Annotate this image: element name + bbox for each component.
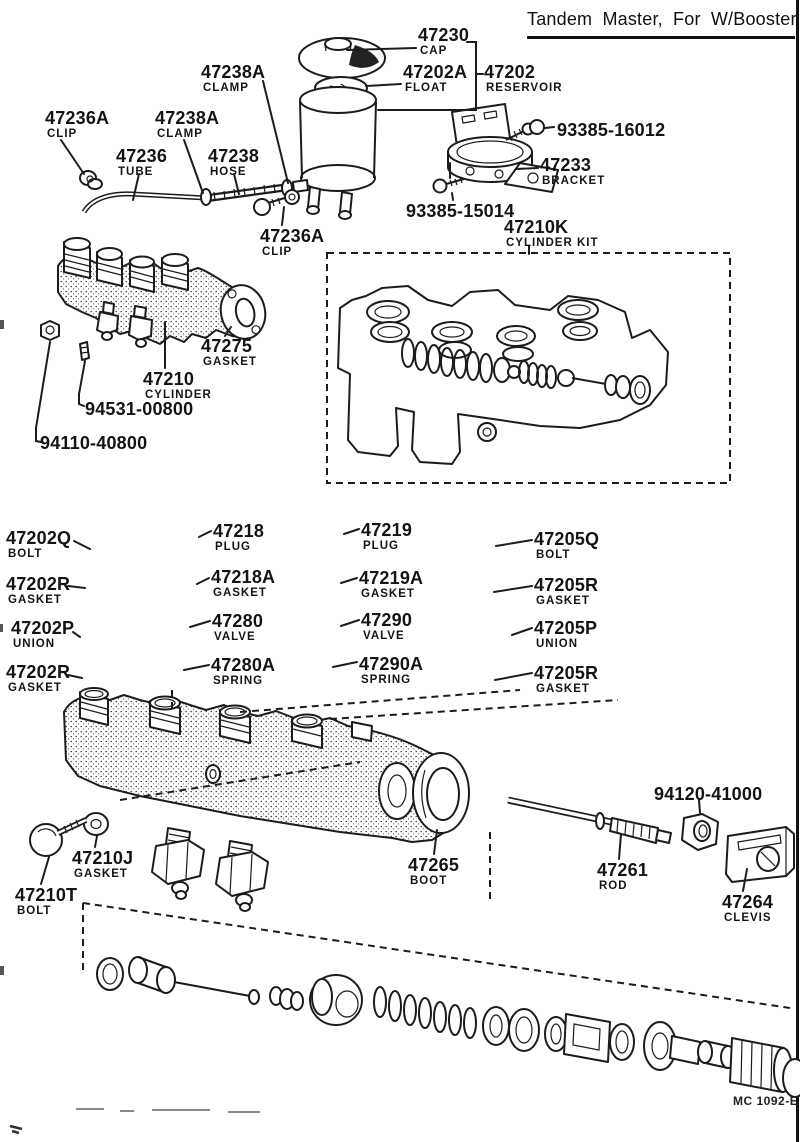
- part-number: 47210K: [504, 217, 569, 237]
- part-name: SPRING: [213, 675, 264, 687]
- part-label-47275: [201, 337, 257, 369]
- part-name: GASKET: [536, 683, 590, 695]
- part-label-47238: [208, 147, 259, 179]
- part-number: 47202: [484, 62, 536, 82]
- part-name: GASKET: [8, 594, 62, 606]
- part-label-47210K: [504, 218, 599, 250]
- part-name: UNION: [536, 638, 579, 650]
- part-number: 47230: [418, 25, 470, 45]
- part-label-93385-15014: [406, 202, 514, 220]
- part-name: VALVE: [363, 630, 405, 642]
- part-name: BOLT: [8, 548, 43, 560]
- part-name: SPRING: [361, 674, 412, 686]
- part-number: 47261: [597, 860, 649, 880]
- part-label-47264: [722, 893, 773, 925]
- part-label-47236A: [45, 109, 109, 141]
- part-label-47205P: [534, 619, 597, 651]
- part-label-47202A: [403, 63, 467, 95]
- part-number: 47210: [143, 369, 195, 389]
- part-name: TUBE: [118, 166, 154, 178]
- part-number: 47238A: [201, 62, 266, 82]
- part-number: 47238: [208, 146, 260, 166]
- part-name: CYLINDER KIT: [506, 237, 599, 249]
- diagram-code: MC 1092-E: [733, 1094, 799, 1108]
- part-label-47290: [361, 611, 412, 643]
- part-label-47236A: [260, 227, 324, 259]
- part-name: GASKET: [213, 587, 267, 599]
- part-number: 47280A: [211, 655, 276, 675]
- part-name: GASKET: [74, 868, 128, 880]
- part-name: RESERVOIR: [486, 82, 563, 94]
- part-name: GASKET: [8, 682, 62, 694]
- part-number: 47202Q: [6, 528, 72, 548]
- part-label-47202R: [6, 663, 70, 695]
- part-number: 47205R: [534, 663, 599, 683]
- part-name: CLIP: [47, 128, 78, 140]
- part-name: GASKET: [203, 356, 257, 368]
- part-label-47205Q: [534, 530, 599, 562]
- part-number: 47280: [212, 611, 264, 631]
- part-label-47290A: [359, 655, 423, 687]
- part-name: UNION: [13, 638, 56, 650]
- part-label-93385-16012: [557, 121, 665, 139]
- part-label-47205R: [534, 664, 598, 696]
- part-number: 93385-15014: [406, 201, 515, 221]
- part-number: 47290A: [359, 654, 424, 674]
- part-label-47202Q: [6, 529, 71, 561]
- part-name: PLUG: [363, 540, 399, 552]
- part-number: 47219: [361, 520, 413, 540]
- part-name: VALVE: [214, 631, 256, 643]
- part-label-47218A: [211, 568, 275, 600]
- part-name: FLOAT: [405, 82, 448, 94]
- part-number: 47236: [116, 146, 168, 166]
- part-number: 47236A: [45, 108, 110, 128]
- part-number: 47218: [213, 521, 265, 541]
- part-name: CAP: [420, 45, 448, 57]
- part-name: CLAMP: [157, 128, 203, 140]
- part-label-47230: [418, 26, 469, 58]
- part-name: BOLT: [17, 905, 52, 917]
- part-label-47261: [597, 861, 648, 893]
- part-label-47202P: [11, 619, 74, 651]
- part-number: 47275: [201, 336, 253, 356]
- part-name: BOLT: [536, 549, 571, 561]
- part-name: BRACKET: [542, 175, 606, 187]
- part-name: CLIP: [262, 246, 293, 258]
- part-number: 47202R: [6, 662, 71, 682]
- part-label-47205R: [534, 576, 598, 608]
- part-label-47280: [212, 612, 263, 644]
- part-label-47219A: [359, 569, 423, 601]
- part-name: BOOT: [410, 875, 448, 887]
- part-number: 47233: [540, 155, 592, 175]
- part-name: PLUG: [215, 541, 251, 553]
- part-label-47238A: [155, 109, 219, 141]
- part-label-94120-41000: [654, 785, 762, 803]
- part-label-47210T: [15, 886, 77, 918]
- part-number: 47290: [361, 610, 413, 630]
- part-number: 47236A: [260, 226, 325, 246]
- part-label-94531-00800: [85, 400, 193, 418]
- part-name: GASKET: [536, 595, 590, 607]
- part-number: 47210T: [15, 885, 78, 905]
- part-number: 47238A: [155, 108, 220, 128]
- page-title: Tandem Master, For W/Booster: [527, 9, 795, 39]
- part-number: 93385-16012: [557, 120, 666, 140]
- part-number: 47265: [408, 855, 460, 875]
- part-label-47202R: [6, 575, 70, 607]
- part-name: CYLINDER: [145, 389, 212, 401]
- part-number: 47210J: [72, 848, 134, 868]
- part-number: 47205R: [534, 575, 599, 595]
- part-label-47210J: [72, 849, 133, 881]
- part-label-47210: [143, 370, 212, 402]
- part-number: 47202P: [11, 618, 75, 638]
- part-name: CLEVIS: [724, 912, 772, 924]
- part-number: 47218A: [211, 567, 276, 587]
- part-name: CLAMP: [203, 82, 249, 94]
- part-label-47218: [213, 522, 264, 554]
- part-name: GASKET: [361, 588, 415, 600]
- part-number: 47205Q: [534, 529, 600, 549]
- part-label-94110-40800: [40, 434, 147, 452]
- part-number: 47205P: [534, 618, 598, 638]
- part-number: 94110-40800: [40, 433, 148, 453]
- part-label-47280A: [211, 656, 275, 688]
- part-label-47238A: [201, 63, 265, 95]
- part-label-47219: [361, 521, 412, 553]
- part-number: 47202R: [6, 574, 71, 594]
- part-number: 47219A: [359, 568, 424, 588]
- part-number: 94531-00800: [85, 399, 194, 419]
- part-label-47233: [540, 156, 605, 188]
- part-number: 47202A: [403, 62, 468, 82]
- part-number: 94120-41000: [654, 784, 763, 804]
- part-name: HOSE: [210, 166, 247, 178]
- part-number: 47264: [722, 892, 774, 912]
- part-label-47202: [484, 63, 563, 95]
- part-label-47265: [408, 856, 459, 888]
- part-name: ROD: [599, 880, 628, 892]
- part-label-47236: [116, 147, 167, 179]
